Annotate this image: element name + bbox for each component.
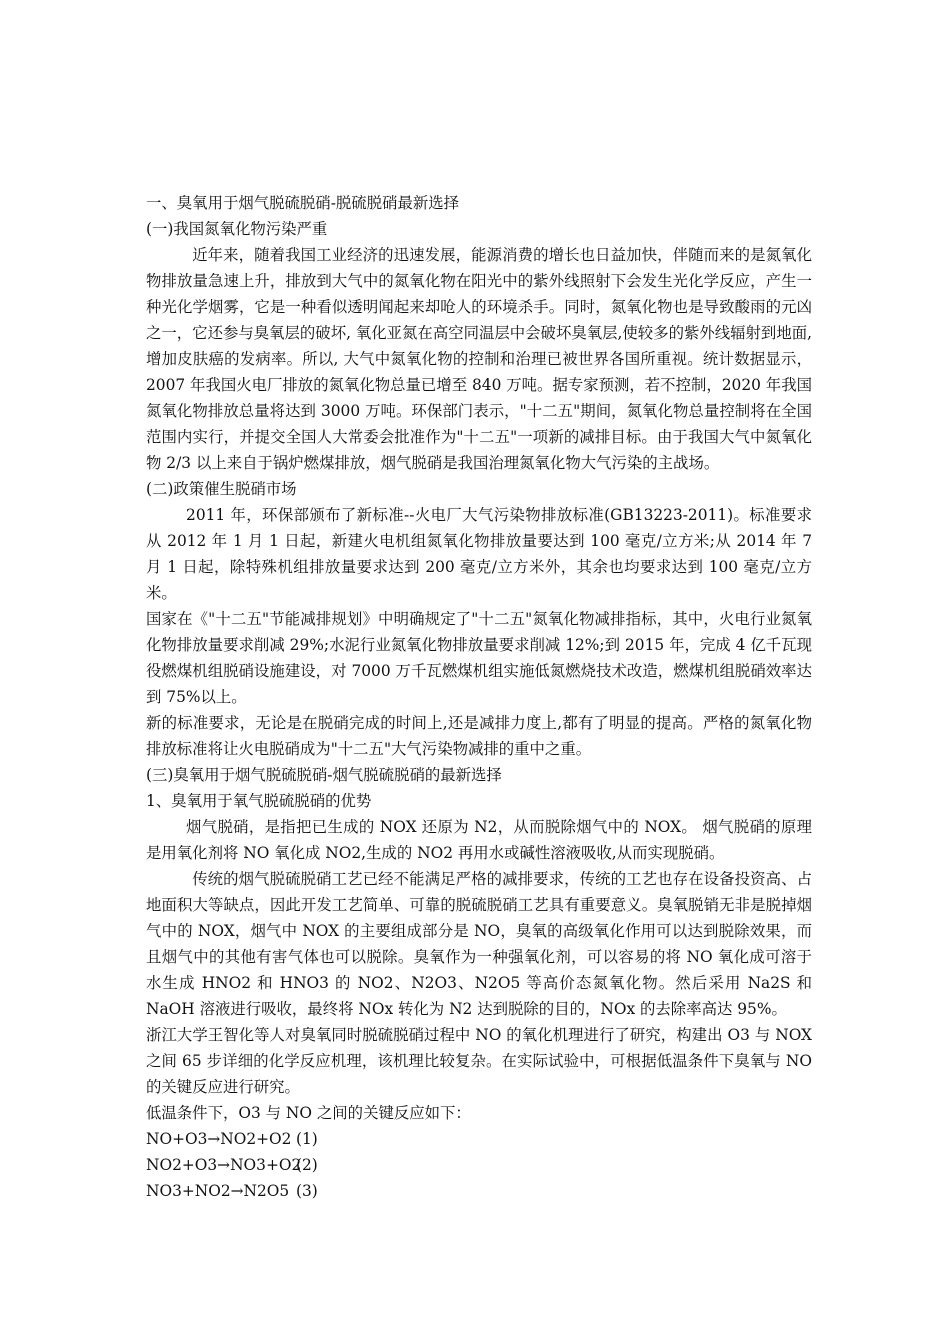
document-title: 一、臭氧用于烟气脱硫脱硝-脱硫脱硝最新选择	[146, 194, 460, 212]
section-heading-2: (二)政策催生脱硝市场	[146, 480, 297, 498]
paragraph-5: 烟气脱硝，是指把已生成的 NOX 还原为 N2，从而脱除烟气中的 NOX。 烟气脱硝的原理是用氧化剂将 NO 氧化成 NO2,生成的 NO2 再用水或碱性溶液吸收,从而实现脱硝。	[146, 818, 812, 862]
paragraph-7: 浙江大学王智化等人对臭氧同时脱硫脱硝过程中 NO 的氧化机理进行了研究，构建出 O3 与 NOX 之间 65 步详细的化学反应机理，该机理比较复杂。在实际试验中，可根据低温条件下臭氧与 NO 的关键反应进行研究。	[146, 1026, 812, 1096]
reaction-number: (3)	[296, 1182, 318, 1200]
paragraph-1: 近年来，随着我国工业经济的迅速发展，能源消费的增长也日益加快，伴随而来的是氮氧化物排放量急速上升，排放到大气中的氮氧化物在阳光中的紫外线照射下会发生光化学反应，产生一种光化学烟雾，它是一种看似透明闻起来却呛人的环境杀手。同时，氮氧化物也是导致酸雨的元凶之一，它还参与臭氧层的破坏, 氧化亚氮在高空同温层中会破坏臭氧层,使较多的紫外线辐射到地面, 增加皮肤癌的发病率。所以, 大气中氮氧化物的控制和治理已被世界各国所重视。统计数据显示，2007 年我国火电厂排放的氮氧化物总量已增至 840 万吨。据专家预测，若不控制，2020 年我国氮氧化物排放总量将达到 3000 万吨。环保部门表示，"十二五"期间，氮氧化物总量控制将在全国范围内实行，并提交全国人大常委会批准作为"十二五"一项新的减排目标。由于我国大气中氮氧化物 2/3 以上来自于锅炉燃煤排放，烟气脱硝是我国治理氮氧化物大气污染的主战场。	[146, 246, 812, 472]
paragraph-4: 新的标准要求，无论是在脱硝完成的时间上,还是减排力度上,都有了明显的提高。严格的氮氧化物排放标准将让火电脱硝成为"十二五"大气污染物减排的重中之重。	[146, 714, 812, 758]
reaction-line	[146, 1126, 812, 1152]
section-heading-1: (一)我国氮氧化物污染严重	[146, 220, 328, 238]
paragraph-6: 传统的烟气脱硫脱硝工艺已经不能满足严格的减排要求，传统的工艺也存在设备投资高、占地面积大等缺点，因此开发工艺简单、可靠的脱硫脱硝工艺具有重要意义。臭氧脱销无非是脱掉烟气中的 NOX，烟气中 NOX 的主要组成部分是 NO，臭氧的高级氧化作用可以达到脱除效果，而且烟气中的其他有害气体也可以脱除。臭氧作为一种强氧化剂，可以容易的将 NO 氧化成可溶于水生成 HNO2 和 HNO3 的 NO2、N2O3、N2O5 等高价态氮氧化物。然后采用 Na2S 和 NaOH 溶液进行吸收，最终将 NOx 转化为 N2 达到脱除的目的，NOx 的去除率高达 95%。	[146, 870, 812, 1018]
paragraph-8: 低温条件下，O3 与 NO 之间的关键反应如下：	[146, 1104, 471, 1122]
reaction-formula: NO3+NO2→N2O5	[146, 1182, 290, 1200]
paragraph-2: 2011 年，环保部颁布了新标准--火电厂大气污染物排放标准(GB13223-2011)。标准要求从 2012 年 1 月 1 日起，新建火电机组氮氧化物排放量要达到 100 毫克/立方米;从 2014 年 7 月 1 日起，除特殊机组排放量要求达到 200 毫克/立方米外，其余也均要求达到 100 毫克/立方米。	[146, 506, 812, 602]
reaction-line	[146, 1152, 812, 1178]
section-heading-3: (三)臭氧用于烟气脱硫脱硝-烟气脱硫脱硝的最新选择	[146, 766, 502, 784]
paragraph-3: 国家在《"十二五"节能减排规划》中明确规定了"十二五"氮氧化物减排指标，其中，火电行业氮氧化物排放量要求削减 29%;水泥行业氮氧化物排放量要求削减 12%;到 2015 年，完成 4 亿千瓦现役燃煤机组脱硝设施建设，对 7000 万千瓦燃煤机组实施低氮燃烧技术改造，燃煤机组脱硝效率达到 75%以上。	[146, 610, 812, 706]
reaction-formula: NO+O3→NO2+O2	[146, 1130, 292, 1148]
reaction-formula: NO2+O3→NO3+O2	[146, 1156, 302, 1174]
document-body	[146, 190, 812, 1204]
reaction-line	[146, 1178, 812, 1204]
reaction-number: (1)	[296, 1130, 318, 1148]
reaction-number: (2)	[296, 1156, 318, 1174]
subsection-heading-1: 1、臭氧用于氧气脱硫脱硝的优势	[146, 792, 372, 810]
